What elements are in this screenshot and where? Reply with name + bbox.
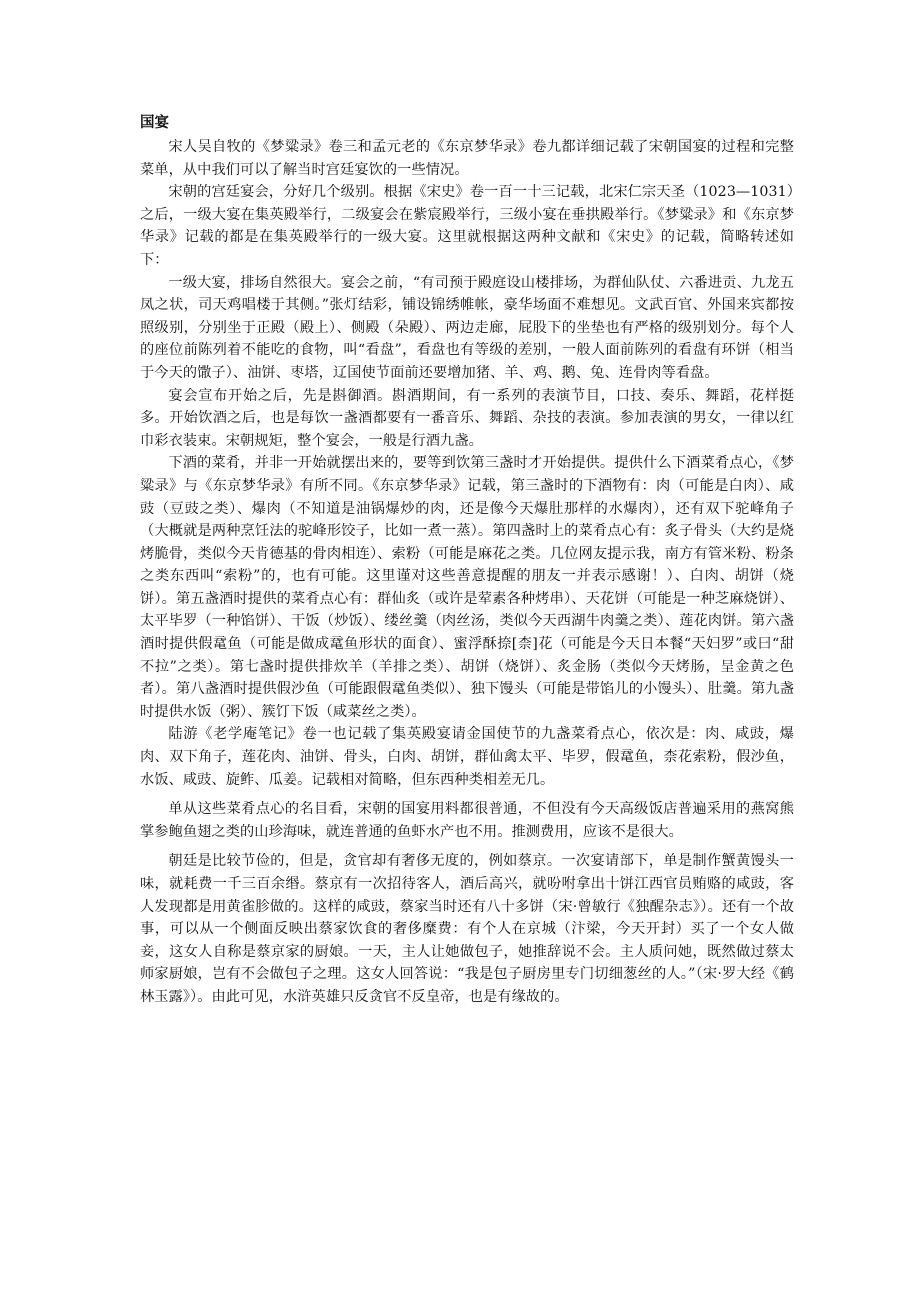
document-title: 国宴 (140, 115, 169, 131)
paragraph-cai-jing: 朝廷是比较节俭的，但是，贪官却有奢侈无度的，例如蔡京。一次宴请部下，单是制作蟹黄馒头一味，就耗费一千三百余缗。蔡京有一次招待客人，酒后高兴，就吩咐拿出十饼江西官员贿赂的咸豉，客人发现都是用黄雀胗做的。这样的咸豉，蔡家当时还有八十多饼（宋·曾敏行《独醒杂志》）。还有一个故事，可以从一个侧面反映出蔡家饮食的奢侈糜费：有个人在京城（汴梁，今天开封）买了一个女人做妾，这女人自称是蔡京家的厨娘。一天，主人让她做包子，她推辞说不会。主人质问她，既然做过蔡太师家厨娘，岂有不会做包子之理。这女人回答说：“我是包子厨房里专门切细葱丝的人。”（宋·罗大经《鹤林玉露》）。由此可见，水浒英雄只反贪官不反皇帝，也是有缘故的。 (140, 853, 794, 1005)
paragraph-ingredients: 单从这些菜肴点心的名目看，宋朝的国宴用料都很普通，不但没有今天高级饭店普遍采用的燕窝熊掌参鲍鱼翅之类的山珍海味，就连普通的鱼虾水产也不用。推测费用，应该不是很大。 (140, 801, 794, 840)
document-page (140, 112, 794, 1009)
paragraph-grand-banquet: 一级大宴，排场自然很大。宴会之前，“有司预于殿庭设山楼排场，为群仙队仗、六番进贡、九龙五凤之状，司天鸡唱楼于其侧。”张灯结彩，铺设锦绣帷帐，豪华场面不难想见。文武百官、外国来宾都按照级别，分别坐于正殿（殿上）、侧殿（朵殿）、两边走廊，屁股下的坐垫也有严格的级别划分。每个人的座位前陈列着不能吃的食物，叫“看盘”，看盘也有等级的差别，一般人面前陈列的看盘有环饼（相当于今天的馓子）、油饼、枣塔，辽国使节面前还要增加猪、羊、鸡、鹅、兔、连骨肉等看盘。 (140, 274, 794, 381)
paragraph-lu-you-record: 陆游《老学庵笔记》卷一也记载了集英殿宴请金国使节的九盏菜肴点心，依次是：肉、咸豉，爆肉、双下角子，莲花肉、油饼、骨头，白肉、胡饼，群仙禽太平、毕罗，假鼋鱼，柰花索粉，假沙鱼，水饭、咸豉、旋鲊、瓜姜。记载相对简略，但东西种类相差无几。 (140, 726, 794, 788)
paragraph-banquet-levels: 宋朝的宫廷宴会，分好几个级别。根据《宋史》卷一百一十三记载，北宋仁宗天圣（1023—1031）之后，一级大宴在集英殿举行，二级宴会在紫宸殿举行，三级小宴在垂拱殿举行。《梦粱录》和《东京梦华录》记载的都是在集英殿举行的一级大宴。这里就根据这两种文献和《宋史》的记载，简略转述如下： (140, 184, 794, 268)
paragraph-wine-serving: 宴会宣布开始之后，先是斟御酒。斟酒期间，有一系列的表演节目，口技、奏乐、舞蹈，花样挺多。开始饮酒之后，也是每饮一盏酒都要有一番音乐、舞蹈、杂技的表演。参加表演的男女，一律以红巾彩衣装束。宋朝规矩，整个宴会，一般是行酒九盏。 (140, 387, 794, 449)
paragraph-menu-details: 下酒的菜肴，并非一开始就摆出来的，要等到饮第三盏时才开始提供。提供什么下酒菜肴点心，《梦粱录》与《东京梦华录》有所不同。《东京梦华录》记载，第三盏时的下酒物有：肉（可能是白肉）、咸豉（豆豉之类）、爆肉（不知道是油锅爆炒的肉，还是像今天爆肚那样的水爆肉），还有双下驼峰角子（大概就是两种烹饪法的驼峰形饺子，比如一煮一蒸）。第四盏时上的菜肴点心有：炙子骨头（大约是烧烤脆骨，类似今天肯德基的骨肉相连）、索粉（可能是麻花之类。几位网友提示我，南方有管米粉、粉条之类东西叫“索粉”的，也有可能。这里谨对这些善意提醒的朋友一并表示感谢！）、白肉、胡饼（烧饼）。第五盏酒时提供的菜肴点心有：群仙炙（或许是荤素各种烤串）、天花饼（可能是一种芝麻烧饼）、太平毕罗（一种馅饼）、干饭（炒饭）、缕丝羹（肉丝汤，类似今天西湖牛肉羹之类）、莲花肉饼。第六盏酒时提供假鼋鱼（可能是做成鼋鱼形状的面食）、蜜浮酥捺[柰]花（可能是今天日本餐“天妇罗”或曰“甜不拉”之类）。第七盏时提供排炊羊（羊排之类）、胡饼（烧饼）、炙金肠（类似今天烤肠，呈金黄之色者）。第八盏酒时提供假沙鱼（可能跟假鼋鱼类似）、独下馒头（可能是带馅儿的小馒头）、肚羹。第九盏时提供水饭（粥）、簇饤下饭（咸菜丝之类）。 (140, 455, 794, 720)
paragraph-intro: 宋人吴自牧的《梦粱录》卷三和孟元老的《东京梦华录》卷九都详细记载了宋朝国宴的过程和完整菜单，从中我们可以了解当时宫廷宴饮的一些情况。 (140, 139, 794, 178)
